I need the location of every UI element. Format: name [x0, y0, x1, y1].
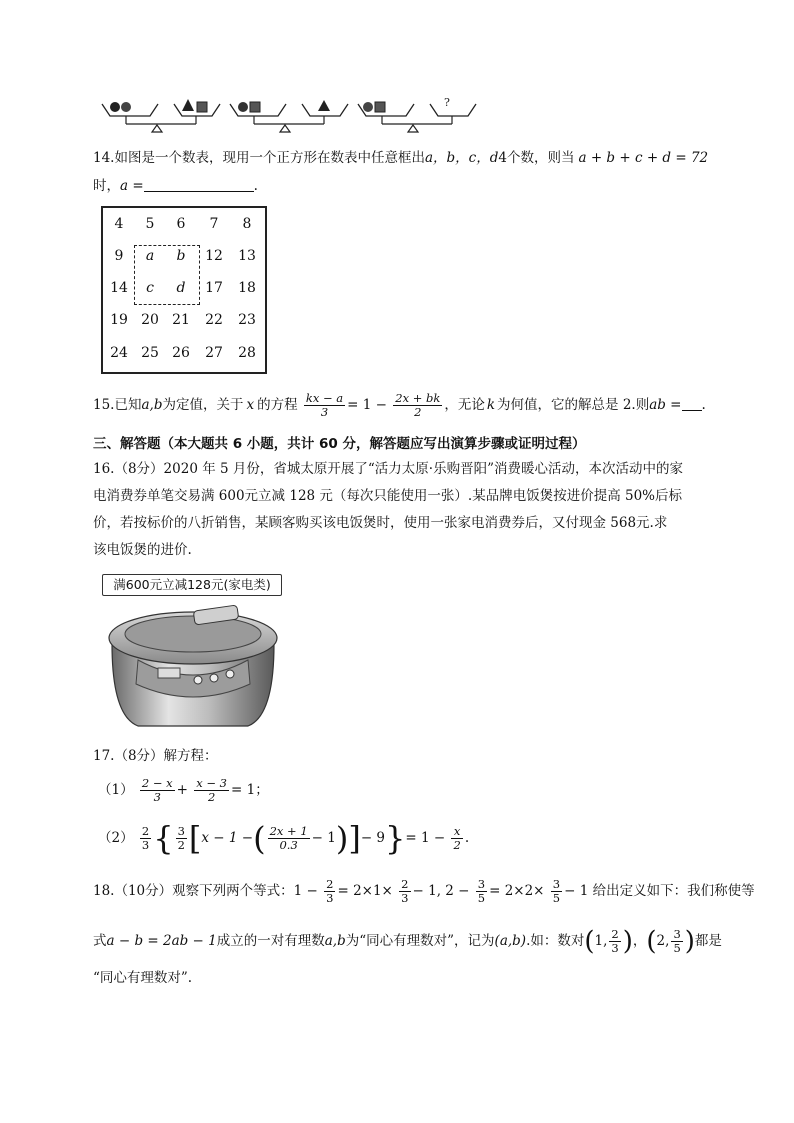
- table-cell: 21: [172, 312, 190, 328]
- q15-line: 15.已知a,b为定值，关于 x 的方程 $\frac{kx - a}{3}$ = 1 − $\frac{2x + bk}{2}$ ，无论 k 为何值，它的解总是 2.则ab = .: [93, 391, 706, 419]
- table-cell: b: [176, 248, 186, 264]
- q17-title: 17.（8分）解方程：: [93, 748, 218, 764]
- q14-line1: 14.如图是一个数表，现用一个正方形在数表中任意框出a，b，c，d4个数，则当 a + b + c + d = 72: [93, 150, 709, 166]
- q14-line2: 时，a = .: [93, 178, 258, 194]
- q17-part2: （2） $\frac{2}{3}$ { $\frac{3}{2}$ [x − 1 −( $\frac{2x + 1}{0.3}$ − 1)]− 9}= 1 − $\frac{x}{2}$ .: [98, 819, 470, 858]
- table-cell: 28: [238, 345, 256, 361]
- unknown-question-mark: ?: [444, 96, 450, 109]
- table-cell: 20: [141, 312, 159, 328]
- rice-cooker-icon: [98, 598, 288, 734]
- answer-blank[interactable]: [144, 177, 254, 192]
- equation-lhs-fraction: $\frac{kx - a}{3}$: [305, 391, 344, 419]
- table-cell: 26: [172, 345, 190, 361]
- table-cell: 14: [110, 280, 128, 296]
- answer-blank[interactable]: [682, 396, 702, 411]
- table-cell: a: [145, 248, 155, 264]
- table-cell: 9: [114, 248, 124, 264]
- q16-line3: 价，若按标价的八折销售，某顾客购买该电饭煲时，使用一张家电消费券后，又付现金 568元.求: [93, 515, 668, 531]
- table-cell: 6: [176, 216, 186, 232]
- number-table: [101, 206, 267, 374]
- balance-scales-figure: [100, 94, 480, 136]
- table-cell: 7: [209, 216, 219, 232]
- table-cell: 18: [238, 280, 256, 296]
- table-cell: c: [146, 280, 154, 296]
- rice-cooker-figure: [98, 572, 288, 734]
- balance-scale-1: [102, 99, 220, 132]
- q17-part1: （1） $\frac{2 - x}{3}$ + $\frac{x - 3}{2}$ = 1；: [98, 776, 269, 804]
- table-cell: 5: [145, 216, 155, 232]
- table-cell: 25: [141, 345, 159, 361]
- section-title: 三、解答题（本大题共 6 小题，共计 60 分，解答题应写出演算步骤或证明过程）: [93, 436, 586, 452]
- coupon-label: 满600元立减128元(家电类): [102, 574, 282, 596]
- equation-rhs-fraction: $\frac{2x + bk}{2}$: [395, 391, 441, 419]
- table-cell: 13: [238, 248, 256, 264]
- table-cell: 8: [242, 216, 252, 232]
- q18-line2: 式a − b = 2ab − 1成立的一对有理数a,b为“同心有理数对”，记为(a,b).如：数对(1, $\frac{2}{3}$ )，(2, $\frac{3}{5}$ )都是: [93, 926, 722, 957]
- table-cell: 17: [205, 280, 223, 296]
- q18-line1: 18.（10分）观察下列两个等式：1 − $\frac{2}{3}$ = 2×1× $\frac{2}{3}$ − 1, 2 − $\frac{3}{5}$ = 2×2× $\frac{3}{5}$ − 1 给出定义如下：我们称使等: [93, 877, 755, 905]
- table-cell: 22: [205, 312, 223, 328]
- table-cell: 23: [238, 312, 256, 328]
- table-cell: d: [176, 280, 186, 296]
- q16-line4: 该电饭煲的进价.: [93, 542, 192, 558]
- table-cell: 27: [205, 345, 223, 361]
- q16-line1: 16.（8分）2020 年 5 月份，省城太原开展了“活力太原·乐购晋阳”消费暖心活动，本次活动中的家: [93, 461, 683, 477]
- table-cell: 19: [110, 312, 128, 328]
- table-cell: 4: [114, 216, 124, 232]
- table-cell: 24: [110, 345, 128, 361]
- table-cell: 12: [205, 248, 223, 264]
- q18-line3: “同心有理数对”.: [93, 970, 193, 986]
- q16-line2: 电消费券单笔交易满 600元立减 128 元（每次只能使用一张）.某品牌电饭煲按进价提高 50%后标: [93, 488, 682, 504]
- balance-scale-3: [358, 96, 476, 132]
- balance-scale-2: [230, 100, 348, 132]
